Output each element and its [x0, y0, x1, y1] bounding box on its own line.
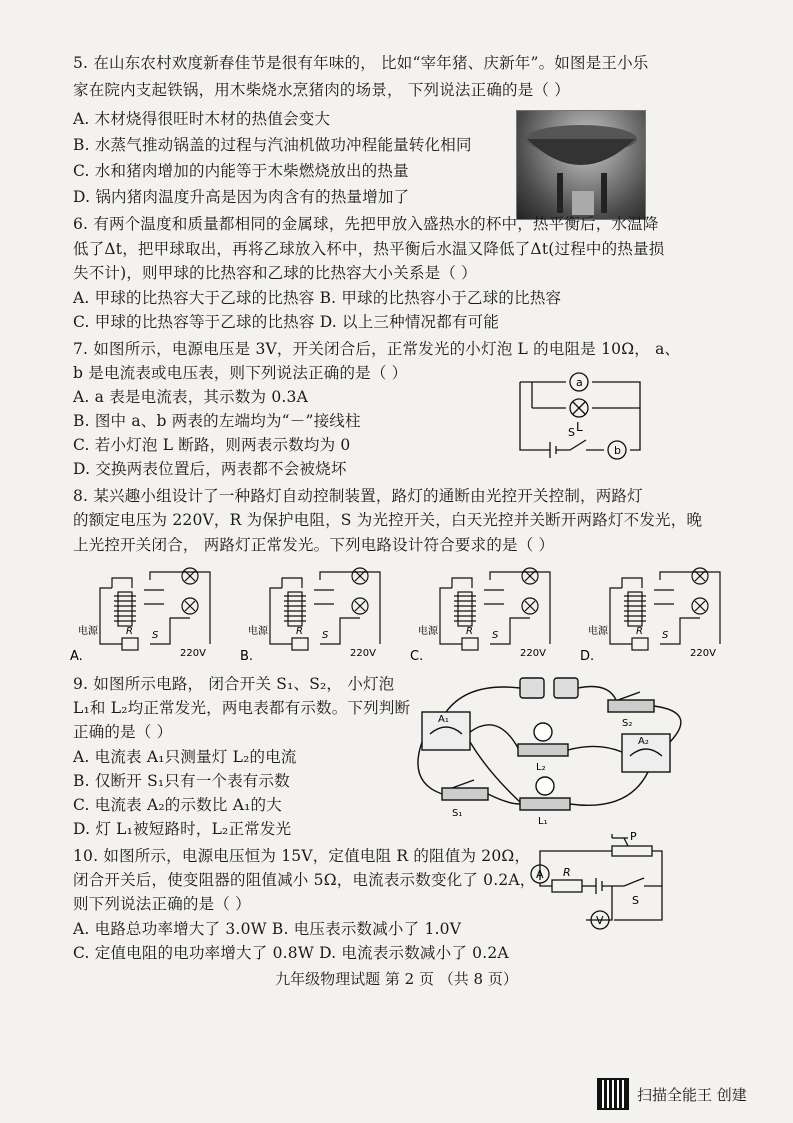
q8-voltage-label: 220V: [350, 648, 376, 659]
q8-switch-label: S: [152, 630, 159, 641]
q8-switch-label: S: [322, 630, 329, 641]
q8-circuit-option: [240, 568, 380, 664]
scanner-watermark: [597, 1078, 747, 1110]
q10-voltmeter-label: V: [596, 914, 604, 927]
q7-stem-line2: b 是电流表或电压表，则下列说法正确的是（ ）: [73, 364, 408, 382]
q8-option-letter: B.: [240, 649, 254, 664]
q7-meter-a-label: a: [576, 376, 583, 389]
q7-switch-label: S: [568, 426, 575, 439]
q7-option-b: B. 图中 a、b 两表的左端均为“－”接线柱: [73, 412, 361, 430]
q10-resistor-label: R: [563, 866, 571, 879]
q8-option-letter: C.: [410, 649, 424, 664]
q8-option-letter: D.: [580, 649, 595, 664]
q9-lamp-l1-label: L₁: [538, 816, 548, 827]
q8-circuit-option: [580, 568, 720, 664]
q7-lamp-label: L: [576, 420, 583, 434]
q8-resistor-label: R: [126, 626, 133, 637]
q9-switch-s2-label: S₂: [622, 718, 633, 729]
q8-switch-label: S: [662, 630, 669, 641]
q10-stem-line1: 10. 如图所示，电源电压恒为 15V，定值电阻 R 的阻值为 20Ω，: [73, 847, 531, 865]
q9-option-a: A. 电流表 A₁只测量灯 L₂的电流: [73, 748, 297, 766]
q8-power-label: 电源: [248, 626, 268, 637]
q8-voltage-label: 220V: [520, 648, 546, 659]
q7-option-c: C. 若小灯泡 L 断路，则两表示数均为 0: [73, 436, 351, 454]
q5-option-a: A. 木材烧得很旺时木材的热值会变大: [73, 110, 331, 128]
q5-option-c: C. 水和猪肉增加的内能等于木柴燃烧放出的热量: [73, 162, 409, 180]
qr-code-icon: [597, 1078, 629, 1110]
q5-option-d: D. 锅内猪肉温度升高是因为肉含有的热量增加了: [73, 188, 410, 206]
q7-option-d: D. 交换两表位置后，两表都不会被烧坏: [73, 460, 347, 478]
q7-option-a: A. a 表是电流表，其示数为 0.3A: [73, 388, 308, 406]
q10-stem-line3: 则下列说法正确的是（ ）: [73, 895, 251, 913]
q8-stem-line2: 的额定电压为 220V，R 为保护电阻，S 为光控开关，白天光控并关断开两路灯不发光，晚: [73, 511, 703, 529]
q8-resistor-label: R: [636, 626, 643, 637]
q8-circuit-option: [410, 568, 550, 664]
q9-ammeter-a1-label: A₁: [438, 714, 449, 725]
q8-power-label: 电源: [588, 626, 608, 637]
q10-ammeter-label: A: [536, 868, 544, 881]
q8-power-label: 电源: [78, 626, 98, 637]
q8-voltage-label: 220V: [180, 648, 206, 659]
q5-stem-line1: 5. 在山东农村欢度新春佳节是很有年味的， 比如“宰年猪、庆新年”。如图是王小乐: [73, 54, 649, 72]
q10-stem-line2: 闭合开关后，使变阻器的阻值减小 5Ω，电流表示数变化了 0.2A，: [73, 871, 536, 889]
q5-stem-line2: 家在院内支起铁锅，用木柴烧水烹猪肉的场景， 下列说法正确的是（ ）: [73, 81, 570, 99]
q9-physical-circuit: [408, 672, 700, 830]
q10-circuit-diagram: [524, 830, 674, 940]
q8-stem-line1: 8. 某兴趣小组设计了一种路灯自动控制装置，路灯的通断由光控开关控制，两路灯: [73, 487, 643, 505]
q8-stem-line3: 上光控开关闭合， 两路灯正常发光。下列电路设计符合要求的是（ ）: [73, 536, 555, 554]
q9-option-b: B. 仅断开 S₁只有一个表有示数: [73, 772, 290, 790]
q8-circuit-option: [70, 568, 210, 664]
scanner-label: 扫描全能王 创建: [637, 1085, 747, 1104]
q7-circuit-diagram: [508, 368, 648, 468]
q9-lamp-l2-label: L₂: [536, 762, 546, 773]
q6-stem-line1: 6. 有两个温度和质量都相同的金属球，先把甲放入盛热水的杯中，热平衡后，水温降: [73, 215, 659, 233]
q10-slider-label: P: [630, 830, 637, 843]
q5-photo-iron-pot: [516, 110, 646, 220]
q5-option-b: B. 水蒸气推动锅盖的过程与汽油机做功冲程能量转化相同: [73, 136, 472, 154]
q7-meter-b-label: b: [614, 444, 621, 457]
q8-power-label: 电源: [418, 626, 438, 637]
q5-photo-drawing: [517, 111, 645, 219]
q6-stem-line3: 失不计)，则甲球的比热容和乙球的比热容大小关系是（ ）: [73, 264, 477, 282]
q10-switch-label: S: [632, 894, 639, 907]
q9-option-c: C. 电流表 A₂的示数比 A₁的大: [73, 796, 282, 814]
page-footer: 九年级物理试题 第 2 页 （共 8 页）: [275, 970, 518, 988]
q9-ammeter-a2-label: A₂: [638, 736, 649, 747]
q9-switch-s1-label: S₁: [452, 808, 463, 819]
q8-switch-label: S: [492, 630, 499, 641]
q9-stem-line2: L₁和 L₂均正常发光，两电表都有示数。下列判断: [73, 699, 411, 717]
q6-options-ab: A. 甲球的比热容大于乙球的比热容 B. 甲球的比热容小于乙球的比热容: [73, 289, 562, 307]
q8-option-letter: A.: [70, 649, 83, 664]
q7-stem-line1: 7. 如图所示，电源电压是 3V，开关闭合后，正常发光的小灯泡 L 的电阻是 10Ω， a、: [73, 340, 681, 358]
q9-option-d: D. 灯 L₁被短路时，L₂正常发光: [73, 820, 292, 838]
q9-stem-line1: 9. 如图所示电路， 闭合开关 S₁、S₂， 小灯泡: [73, 675, 395, 693]
q10-options-cd: C. 定值电阻的电功率增大了 0.8W D. 电流表示数减小了 0.2A: [73, 944, 509, 962]
q8-options-circuits: [70, 560, 750, 668]
q6-options-cd: C. 甲球的比热容等于乙球的比热容 D. 以上三种情况都有可能: [73, 313, 500, 331]
q8-voltage-label: 220V: [690, 648, 716, 659]
q8-resistor-label: R: [296, 626, 303, 637]
q9-stem-line3: 正确的是（ ）: [73, 723, 173, 741]
q10-options-ab: A. 电路总功率增大了 3.0W B. 电压表示数减小了 1.0V: [73, 920, 462, 938]
q8-resistor-label: R: [466, 626, 473, 637]
q6-stem-line2: 低了Δt，把甲球取出，再将乙球放入杯中，热平衡后水温又降低了Δt(过程中的热量损: [73, 240, 665, 258]
